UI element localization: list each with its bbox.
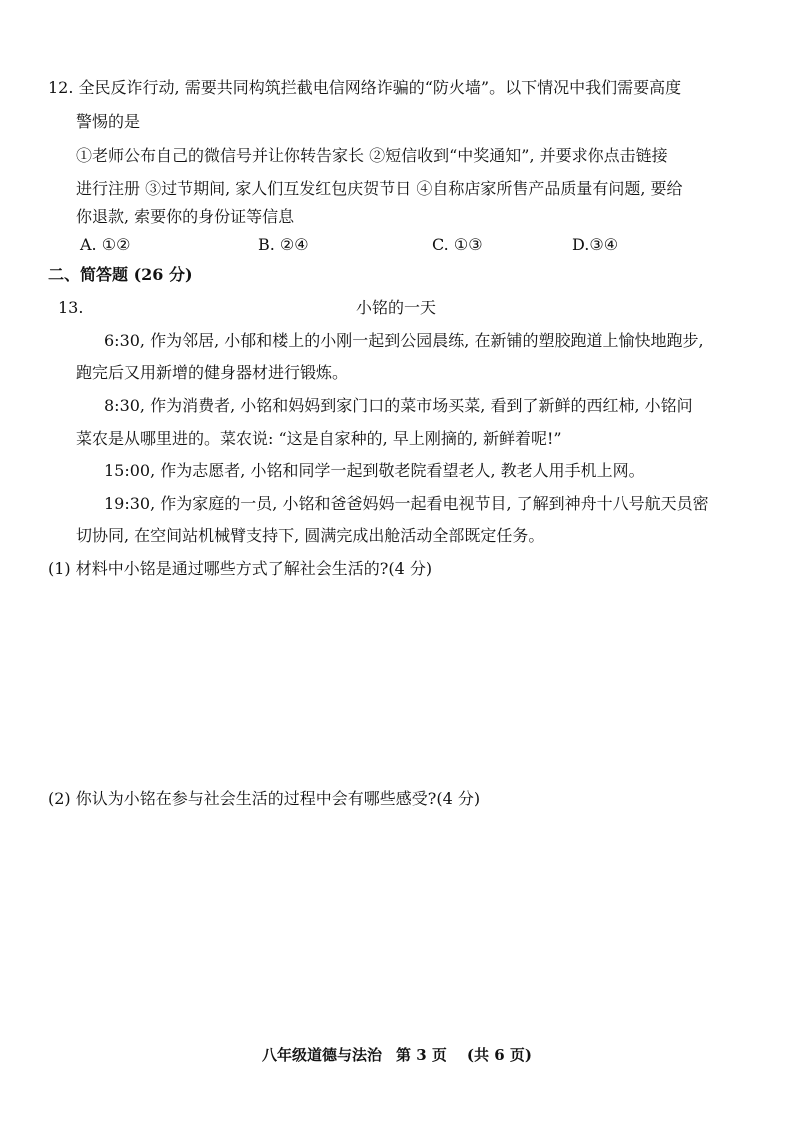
answer-space-1[interactable]	[76, 590, 736, 770]
material-paragraph-3-line-1: 15:00, 作为志愿者, 小铭和同学一起到敬老院看望老人, 教老人用手机上网。	[104, 461, 645, 480]
question-13-sub-question-2: (2) 你认为小铭在参与社会生活的过程中会有哪些感受?(4 分)	[48, 789, 481, 808]
question-12-option-c: C. ①③	[432, 235, 483, 254]
answer-space-2[interactable]	[76, 820, 736, 1020]
page-footer	[0, 1045, 794, 1065]
question-13-sub-question-1: (1) 材料中小铭是通过哪些方式了解社会生活的?(4 分)	[48, 559, 433, 578]
material-paragraph-1-line-1: 6:30, 作为邻居, 小郁和楼上的小刚一起到公园晨练, 在新铺的塑胶跑道上愉快地跑步,	[104, 331, 704, 350]
footer-subject: 八年级道德与法治	[262, 1046, 383, 1064]
material-paragraph-4-line-1: 19:30, 作为家庭的一员, 小铭和爸爸妈妈一起看电视节目, 了解到神舟十八号航天员密	[104, 494, 709, 513]
question-12-stem-line-1: 12. 全民反诈行动, 需要共同构筑拦截电信网络诈骗的“防火墙”。以下情况中我们需要高度	[48, 78, 682, 97]
question-12-items-line-3: 你退款, 索要你的身份证等信息	[76, 207, 295, 226]
material-paragraph-2-line-2: 菜农是从哪里进的。菜农说: “这是自家种的, 早上刚摘的, 新鲜着呢!”	[76, 429, 562, 448]
question-12-option-b: B. ②④	[258, 235, 309, 254]
question-12-stem-line-2: 警惕的是	[76, 112, 141, 131]
footer-page-number: 第 3 页	[396, 1046, 447, 1064]
question-12-items-line-2: 进行注册 ③过节期间, 家人们互发红包庆贺节日 ④自称店家所售产品质量有问题, 要给	[76, 179, 683, 198]
section-2-heading: 二、简答题 (26 分)	[48, 265, 193, 284]
question-13-title: 小铭的一天	[356, 298, 437, 317]
material-paragraph-4-line-2: 切协同, 在空间站机械臂支持下, 圆满完成出舱活动全部既定任务。	[76, 526, 545, 545]
question-12-items-line-1: ①老师公布自己的微信号并让你转告家长 ②短信收到“中奖通知”, 并要求你点击链接	[76, 146, 668, 165]
material-paragraph-2-line-1: 8:30, 作为消费者, 小铭和妈妈到家门口的菜市场买菜, 看到了新鲜的西红柿, 小铭问	[104, 396, 693, 415]
footer-total-pages: (共 6 页)	[466, 1046, 532, 1064]
material-paragraph-1-line-2: 跑完后又用新增的健身器材进行锻炼。	[76, 363, 349, 382]
question-13-number: 13.	[58, 298, 84, 317]
question-12-option-d: D.③④	[572, 235, 619, 254]
question-12-option-a: A. ①②	[80, 235, 131, 254]
